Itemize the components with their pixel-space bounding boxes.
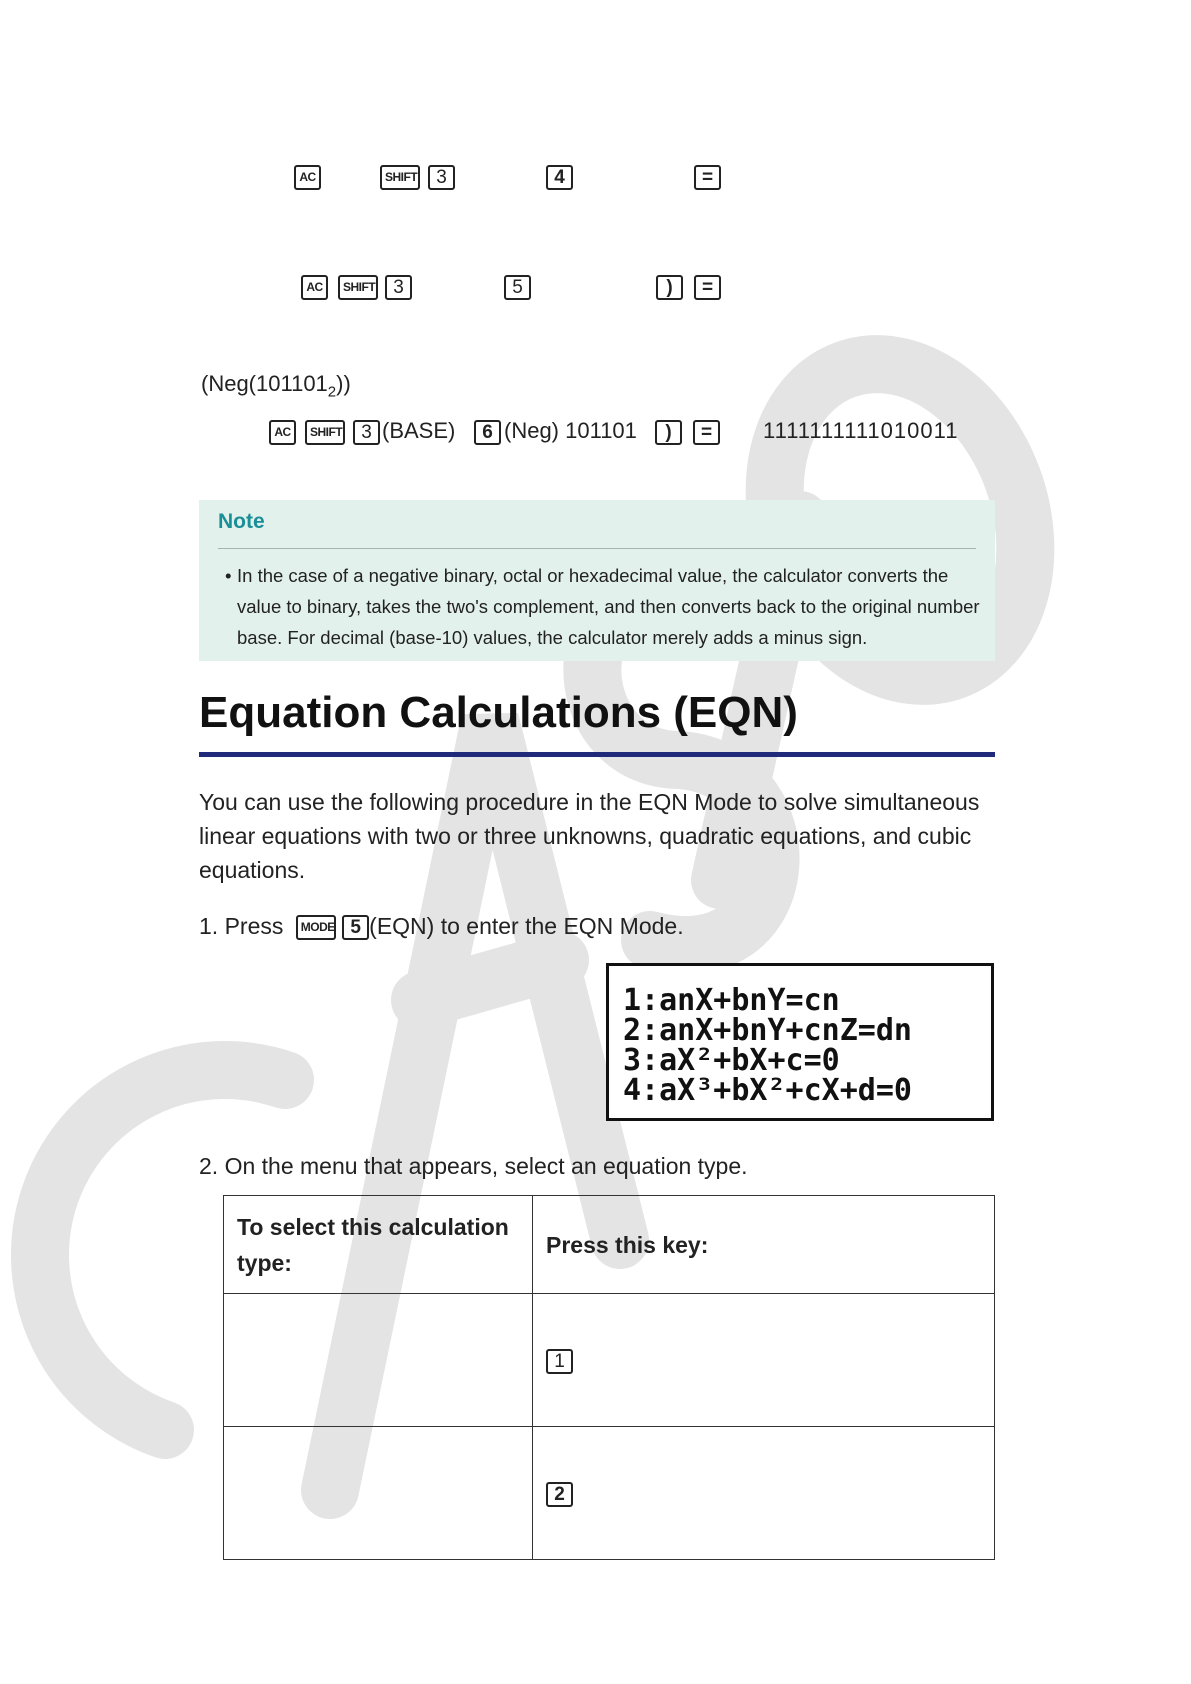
table-row bbox=[224, 1294, 995, 1427]
step-1-suffix: (EQN) to enter the EQN Mode. bbox=[369, 913, 684, 939]
equation-type-table bbox=[223, 1195, 995, 1560]
note-title: Note bbox=[218, 510, 265, 533]
step-2: 2. On the menu that appears, select an equation type. bbox=[199, 1153, 748, 1179]
table-row bbox=[224, 1427, 995, 1560]
title-underline bbox=[199, 752, 995, 757]
calculation-type-cell bbox=[224, 1294, 533, 1427]
header-press-key: Press this key: bbox=[533, 1196, 995, 1294]
screen-line-2: 2:anX+bnY+cnZ=dn bbox=[623, 1013, 912, 1048]
close-paren-key[interactable]: ) bbox=[656, 275, 683, 300]
key-1[interactable]: 1 bbox=[546, 1349, 573, 1374]
key-cell bbox=[533, 1294, 995, 1427]
neg-label: (Neg) 101101 bbox=[504, 418, 637, 443]
table-header-row bbox=[224, 1196, 995, 1294]
calculation-type-cell bbox=[224, 1427, 533, 1560]
shift-key[interactable]: SHIFT bbox=[305, 420, 345, 445]
mode-key[interactable]: MODE bbox=[296, 915, 336, 940]
section-intro: You can use the following procedure in the EQN Mode to solve simultaneous linear equations with two or three unknowns, quadratic equations, and cubic equations. bbox=[199, 789, 980, 883]
equals-key[interactable]: = bbox=[693, 420, 720, 445]
equals-key[interactable]: = bbox=[694, 275, 721, 300]
screen-line-1: 1:anX+bnY=cn bbox=[623, 983, 840, 1018]
ac-key[interactable]: AC bbox=[294, 165, 321, 190]
note-divider bbox=[218, 548, 976, 549]
result-value: 1111111111010011 bbox=[763, 418, 959, 443]
key-3[interactable]: 3 bbox=[353, 420, 380, 445]
key-3[interactable]: 3 bbox=[385, 275, 412, 300]
close-paren-key[interactable]: ) bbox=[655, 420, 682, 445]
calculator-screen bbox=[606, 963, 994, 1121]
shift-key[interactable]: SHIFT bbox=[338, 275, 378, 300]
screen-line-3: 3:aX²+bX+c=0 bbox=[623, 1043, 840, 1078]
key-5[interactable]: 5 bbox=[504, 275, 531, 300]
key-6[interactable]: 6 bbox=[474, 420, 501, 445]
shift-key[interactable]: SHIFT bbox=[380, 165, 420, 190]
header-calculation-type: To select this calculation type: bbox=[224, 1196, 533, 1294]
step-1 bbox=[199, 913, 684, 940]
key-4[interactable]: 4 bbox=[546, 165, 573, 190]
bullet-icon: • bbox=[225, 565, 232, 586]
base-label: (BASE) bbox=[382, 418, 456, 443]
equals-key[interactable]: = bbox=[694, 165, 721, 190]
note-body bbox=[225, 560, 985, 653]
key-sequence-row-3 bbox=[269, 420, 1009, 450]
key-5[interactable]: 5 bbox=[342, 915, 369, 940]
neg-expression: $(Neg(101101_2))$ bbox=[201, 371, 351, 401]
key-3[interactable]: 3 bbox=[428, 165, 455, 190]
key-cell bbox=[533, 1427, 995, 1560]
note-text: In the case of a negative binary, octal or hexadecimal value, the calculator converts the value to binary, takes the two's complement, and then converts back to the original number base. For decimal (base-10) values, the calculator merely adds a minus sign. bbox=[237, 565, 980, 648]
note-box bbox=[199, 500, 995, 661]
section-title: Equation Calculations (EQN) bbox=[199, 688, 798, 737]
ac-key[interactable]: AC bbox=[269, 420, 296, 445]
step-1-prefix: 1. Press bbox=[199, 913, 284, 939]
key-2[interactable]: 2 bbox=[546, 1482, 573, 1507]
screen-line-4: 4:aX³+bX²+cX+d=0 bbox=[623, 1073, 912, 1108]
ac-key[interactable]: AC bbox=[301, 275, 328, 300]
